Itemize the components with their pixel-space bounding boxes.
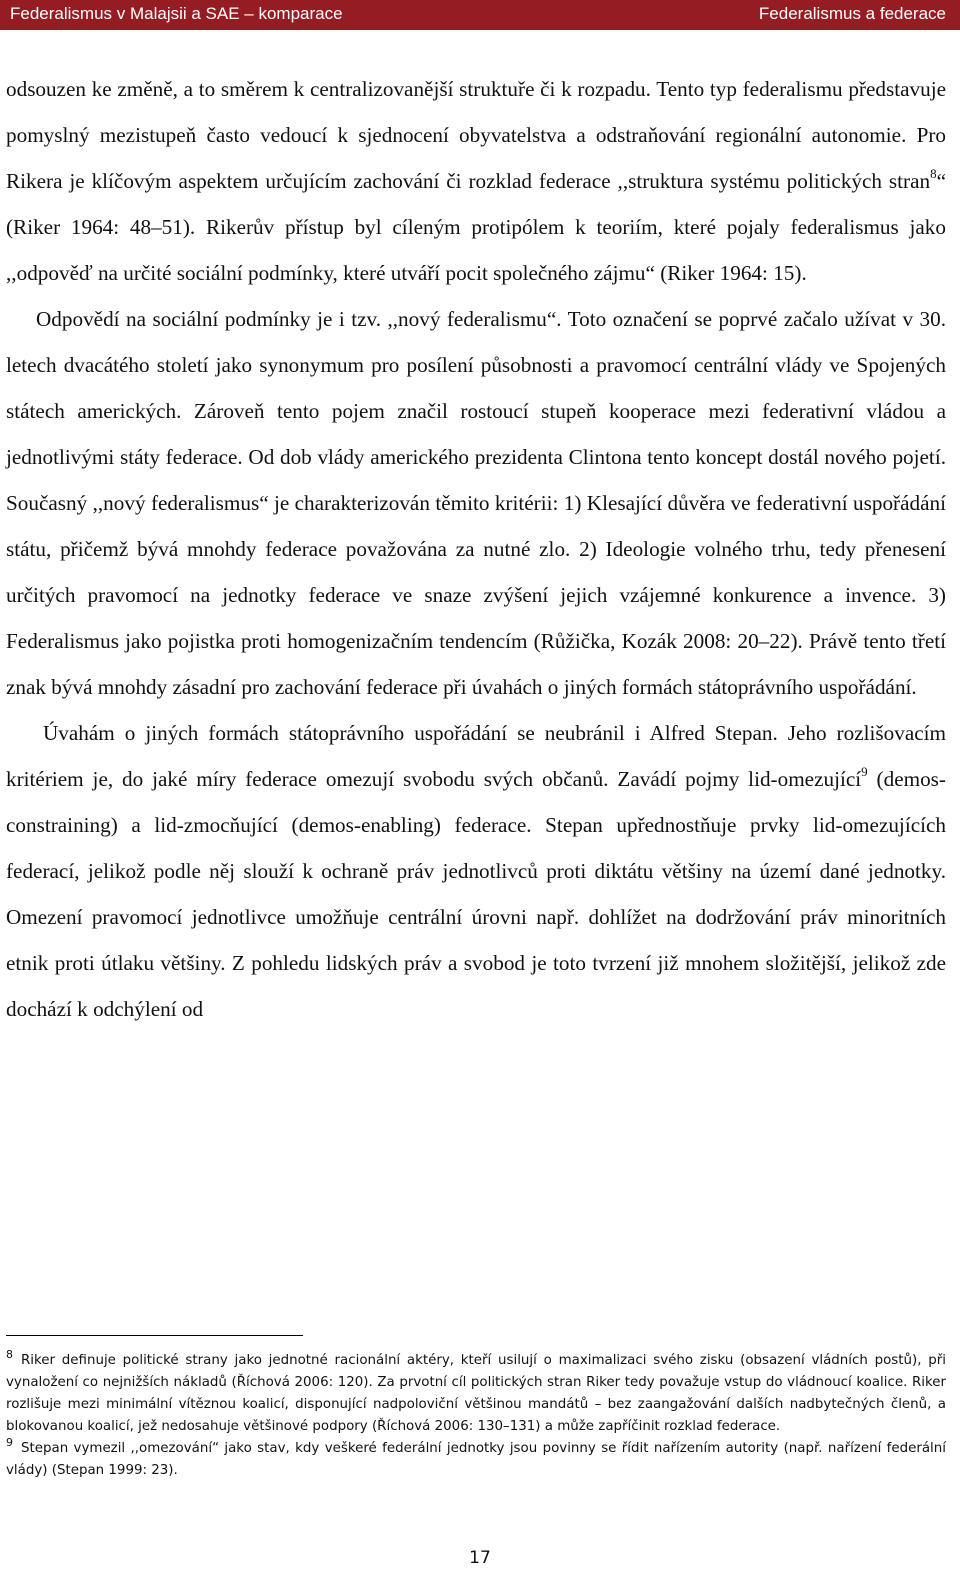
paragraph-3-text-a: Úvahám o jiných formách státoprávního uspořádání se neubránil i Alfred Stepan. Jeho rozlišovacím kritériem je, do jaké míry federace omezují svobodu svých občanů. Zavádí pojmy lid-omezující <box>6 721 946 791</box>
footnotes <box>6 1350 946 1482</box>
page-number: 17 <box>469 1548 491 1568</box>
footnote-ref-8[interactable]: 8 <box>930 165 937 181</box>
paragraph-3 <box>6 710 946 1032</box>
footnote-8-number: 8 <box>6 1348 13 1361</box>
paragraph-3-text-b: (demos-constraining) a lid-zmocňující (demos-enabling) federace. Stepan upřednostňuje prvky lid-omezujících federací, jelikož podle něj slouží k ochraně práv jednotlivců proti diktátu většiny na území dané jednotky. Omezení pravomocí jednotlivce umožňuje centrální úrovni např. dohlížet na dodržování práv minoritních etnik proti útlaku většiny. Z pohledu lidských práv a svobod je toto tvrzení již mnohem složitější, jelikož zde dochází k odchýlení od <box>6 767 946 1021</box>
paragraph-1 <box>6 66 946 296</box>
footnote-separator <box>6 1335 303 1336</box>
footnote-9-number: 9 <box>6 1436 13 1449</box>
footnote-9-text: Stepan vymezil ,,omezování“ jako stav, kdy veškeré federální jednotky jsou povinny se řídit nařízením autority (např. nařízení federální vlády) (Stepan 1999: 23). <box>6 1441 946 1478</box>
footnote-8 <box>6 1350 946 1438</box>
footnote-8-text: Riker definuje politické strany jako jednotné racionální aktéry, kteří usilují o maximalizaci svého zisku (obsazení vládních postů), při vynaložení co nejnižších nákladů (Říchová 2006: 120). Za prvotní cíl politických stran Riker tedy považuje vstup do vládnoucí koalice. Riker rozlišuje mezi minimální vítěznou koalicí, disponující nadpoloviční většinou mandátů – bez zaangažování dalších nadbytečných členů, a blokovanou koalicí, jež nedosahuje většinové podpory (Říchová 2006: 130–131) a může zapříčinit rozklad federace. <box>6 1353 946 1434</box>
footnote-ref-9[interactable]: 9 <box>861 763 868 779</box>
paragraph-1-text-a: odsouzen ke změně, a to směrem k centralizovanější struktuře či k rozpadu. Tento typ federalismu představuje pomyslný mezistupeň často vedoucí k sjednocení obyvatelstva a odstraňování regionální autonomie. Pro Rikera je klíčovým aspektem určujícím zachování či rozklad federace ,,struktura systému politických stran <box>6 77 946 193</box>
header-chapter-title: Federalismus a federace <box>758 4 946 23</box>
footnote-9 <box>6 1438 946 1482</box>
paragraph-2: Odpovědí na sociální podmínky je i tzv. ,,nový federalismu“. Toto označení se poprvé začalo užívat v 30. letech dvacátého století jako synonymum pro posílení působnosti a pravomocí centrální vlády ve Spojených státech amerických. Zároveň tento pojem značil rostoucí stupeň kooperace mezi federativní vládou a jednotlivými státy federace. Od dob vlády amerického prezidenta Clintona tento koncept dostál nového pojetí. Současný ,,nový federalismus“ je charakterizován těmito kritérii: 1) Klesající důvěra ve federativní uspořádání státu, přičemž bývá mnohdy federace považována za nutné zlo. 2) Ideologie volného trhu, tedy přenesení určitých pravomocí na jednotky federace ve snaze zvýšení jejich vzájemné konkurence a invence. 3) Federalismus jako pojistka proti homogenizačním tendencím (Růžička, Kozák 2008: 20–22). Právě tento třetí znak bývá mnohdy zásadní pro zachování federace při úvahách o jiných formách státoprávního uspořádání. <box>6 307 946 699</box>
header-document-title: Federalismus v Malajsii a SAE – komparace <box>10 4 343 23</box>
paragraph-1-text-b: “ (Riker 1964: 48–51). Rikerův přístup byl cíleným protipólem k teoriím, které pojaly federalismus jako ,,odpověď na určité sociální podmínky, které utváří pocit společného zájmu“ (Riker 1964: 15). <box>6 169 946 285</box>
running-header <box>0 0 960 30</box>
main-text <box>6 66 946 1032</box>
